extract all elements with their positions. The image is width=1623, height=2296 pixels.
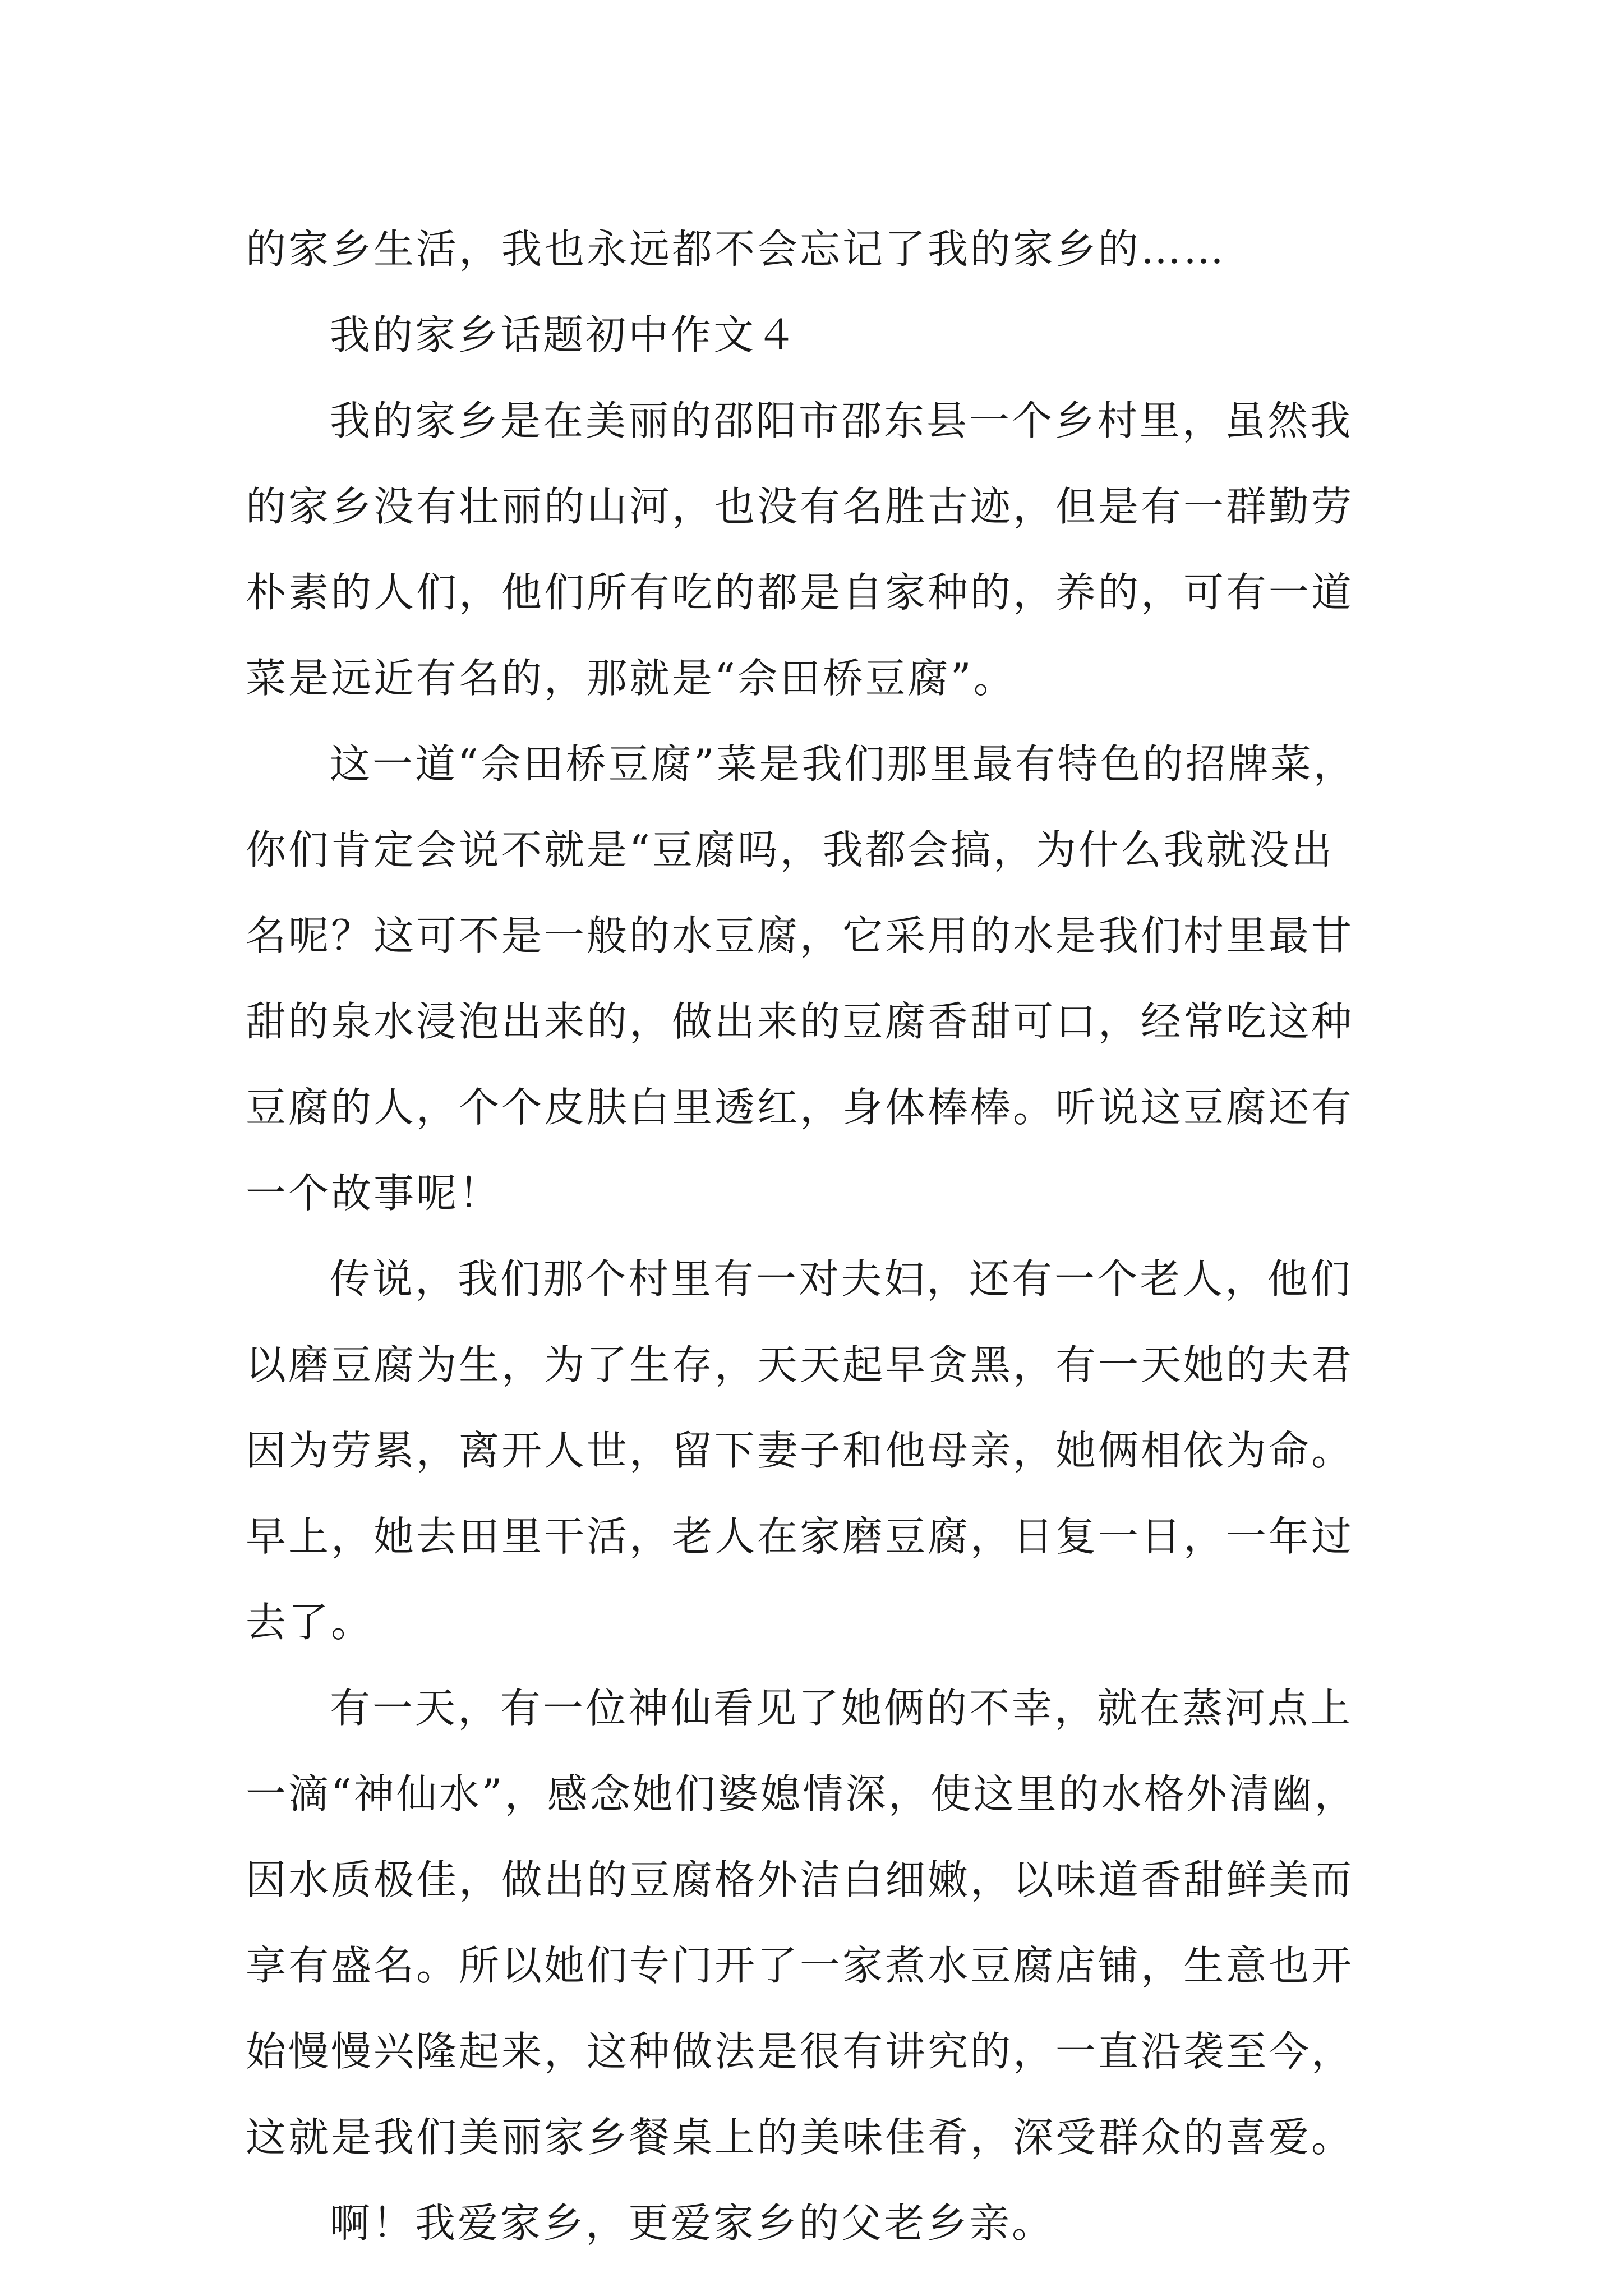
text-line: 因水质极佳，做出的豆腐格外洁白细嫩，以味道香甜鲜美而 bbox=[246, 1856, 1354, 1903]
essay-title: 我的家乡话题初中作文４ bbox=[330, 311, 799, 358]
text-line: 因为劳累，离开人世，留下妻子和他母亲，她俩相依为命。 bbox=[246, 1427, 1354, 1474]
text-line: 以磨豆腐为生，为了生存，天天起早贪黑，有一天她的夫君 bbox=[246, 1341, 1354, 1388]
text-line: 你们肯定会说不就是“豆腐吗，我都会搞，为什么我就没出 bbox=[246, 826, 1334, 873]
text-line: 有一天，有一位神仙看见了她俩的不幸，就在蒸河点上 bbox=[330, 1685, 1353, 1732]
text-line: 啊！我爱家乡，更爱家乡的父老乡亲。 bbox=[330, 2200, 1055, 2247]
text-line: 的家乡没有壮丽的山河，也没有名胜古迹，但是有一群勤劳 bbox=[246, 483, 1354, 530]
text-line: 一滴“神仙水”，感念她们婆媳情深，使这里的水格外清幽， bbox=[246, 1770, 1357, 1818]
text-line: 早上，她去田里干活，老人在家磨豆腐，日复一日，一年过 bbox=[246, 1513, 1354, 1560]
text-line: 享有盛名。所以她们专门开了一家煮水豆腐店铺，生意也开 bbox=[246, 1942, 1354, 1989]
text-line: 名呢？这可不是一般的水豆腐，它采用的水是我们村里最甘 bbox=[246, 912, 1354, 959]
text-line: 甜的泉水浸泡出来的，做出来的豆腐香甜可口，经常吃这种 bbox=[246, 998, 1354, 1045]
text-line: 菜是远近有名的，那就是“佘田桥豆腐”。 bbox=[246, 655, 1016, 702]
document-body bbox=[246, 206, 1390, 2266]
text-line: 去了。 bbox=[246, 1599, 374, 1646]
text-line: 这一道“佘田桥豆腐”菜是我们那里最有特色的招牌菜， bbox=[330, 740, 1356, 788]
text-line: 朴素的人们，他们所有吃的都是自家种的，养的，可有一道 bbox=[246, 569, 1354, 616]
text-line: 始慢慢兴隆起来，这种做法是很有讲究的，一直沿袭至今， bbox=[246, 2028, 1354, 2075]
text-line: 传说，我们那个村里有一对夫妇，还有一个老人，他们 bbox=[330, 1255, 1353, 1303]
text-line: 我的家乡是在美丽的邵阳市邵东县一个乡村里，虽然我 bbox=[330, 397, 1353, 444]
text-line: 的家乡生活，我也永远都不会忘记了我的家乡的…… bbox=[246, 226, 1227, 273]
text-line: 豆腐的人，个个皮肤白里透红，身体棒棒。听说这豆腐还有 bbox=[246, 1084, 1354, 1131]
text-line: 一个故事呢！ bbox=[246, 1170, 502, 1217]
text-line: 这就是我们美丽家乡餐桌上的美味佳肴，深受群众的喜爱。 bbox=[246, 2114, 1354, 2161]
